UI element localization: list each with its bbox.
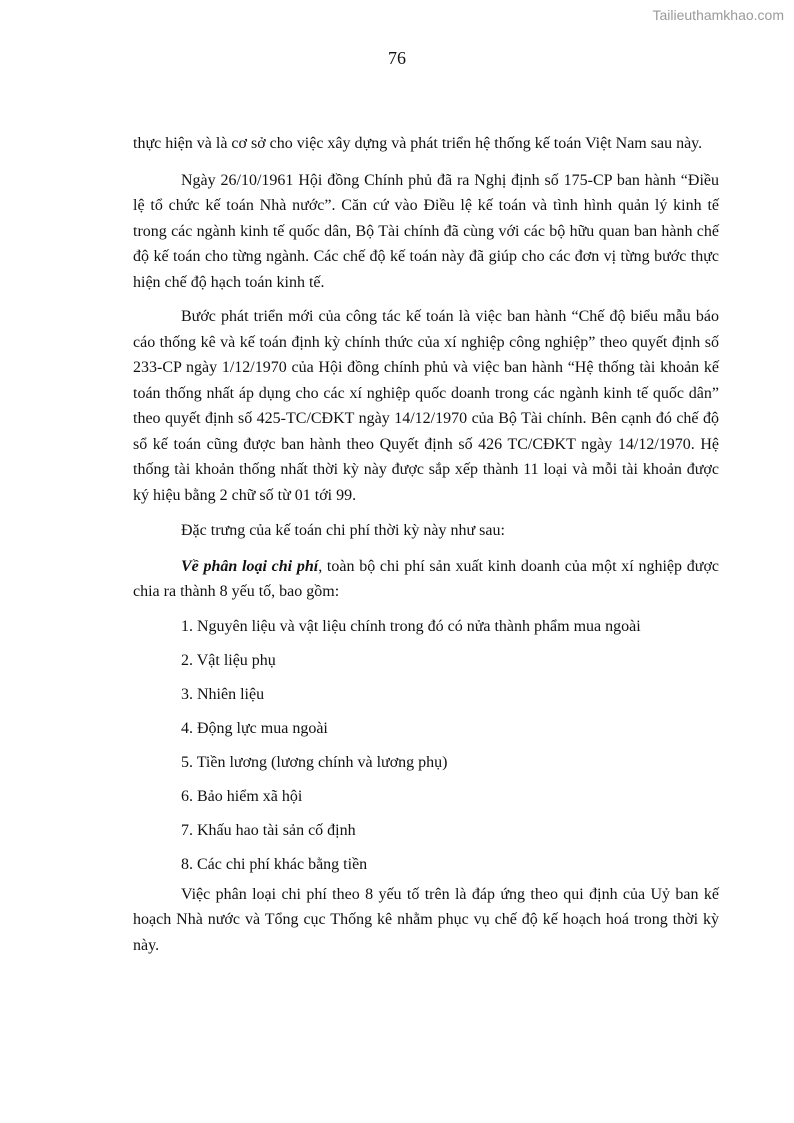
cost-classification-text: , toàn bộ chi phí sản xuất kinh doanh của một xí nghiệp được chia ra thành 8 yếu tố, bao gồm:	[133, 557, 720, 600]
watermark: Tailieuthamkhao.com	[652, 7, 784, 23]
list-item: 5. Tiền lương (lương chính và lương phụ)	[181, 753, 448, 771]
paragraph-development-1970: Bước phát triển mới của công tác kế toán là việc ban hành “Chế độ biểu mẫu báo cáo thống kê và kế toán định kỳ chính thức của xí nghiệp công nghiệp” theo quyết định số 233-CP ngày 1/12/1970 của Hội đồng chính phủ và việc ban hành “Hệ thống tài khoản kế toán thống nhất áp dụng cho các xí nghiệp quốc doanh trong các ngành kinh tế quốc dân” theo quyết định số 425-TC/CĐKT ngày 14/12/1970 của Bộ Tài chính. Bên cạnh đó chế độ sổ kế toán cũng được ban hành theo Quyết định số 426 TC/CĐKT ngày 14/12/1970. Hệ thống tài khoản thống nhất thời kỳ này được sắp xếp thành 11 loại và mỗi tài khoản được ký hiệu bằng 2 chữ số từ 01 tới 99.	[133, 308, 719, 504]
cost-elements-list	[133, 614, 719, 882]
paragraph-decree-1961: Ngày 26/10/1961 Hội đồng Chính phủ đã ra Nghị định số 175-CP ban hành “Điều lệ tổ chức kế toán Nhà nước”. Căn cứ vào Điều lệ kế toán và tình hình quản lý kinh tế trong các ngành kinh tế quốc dân, Bộ Tài chính đã cùng với các bộ hữu quan ban hành chế độ kế toán cho từng ngành. Các chế độ kế toán này đã giúp cho các đơn vị từng bước thực hiện chế độ hạch toán kinh tế.	[133, 171, 719, 291]
page-number: 76	[388, 48, 406, 68]
list-item: 8. Các chi phí khác bằng tiền	[181, 855, 368, 873]
paragraph-conclusion: Việc phân loại chi phí theo 8 yếu tố trên là đáp ứng theo qui định của Uỷ ban kế hoạch Nhà nước và Tổng cục Thống kê nhằm phục vụ chế độ kế hoạch hoá trong thời kỳ này.	[133, 885, 719, 954]
list-item: 6. Bảo hiểm xã hội	[181, 787, 303, 805]
list-item: 7. Khấu hao tài sản cố định	[181, 821, 356, 839]
cost-classification-lead: Về phân loại chi phí	[181, 557, 319, 575]
list-item: 1. Nguyên liệu và vật liệu chính trong đó có nửa thành phẩm mua ngoài	[181, 617, 641, 635]
list-item: 4. Động lực mua ngoài	[181, 719, 328, 737]
list-item: 2. Vật liệu phụ	[181, 651, 276, 669]
paragraph-cost-classification	[133, 554, 719, 605]
list-item: 3. Nhiên liệu	[181, 685, 265, 703]
document-body	[133, 131, 719, 966]
paragraph-continuation: thực hiện và là cơ sở cho việc xây dựng và phát triển hệ thống kế toán Việt Nam sau này.	[133, 135, 703, 152]
paragraph-characteristics: Đặc trưng của kế toán chi phí thời kỳ này như sau:	[181, 522, 505, 539]
